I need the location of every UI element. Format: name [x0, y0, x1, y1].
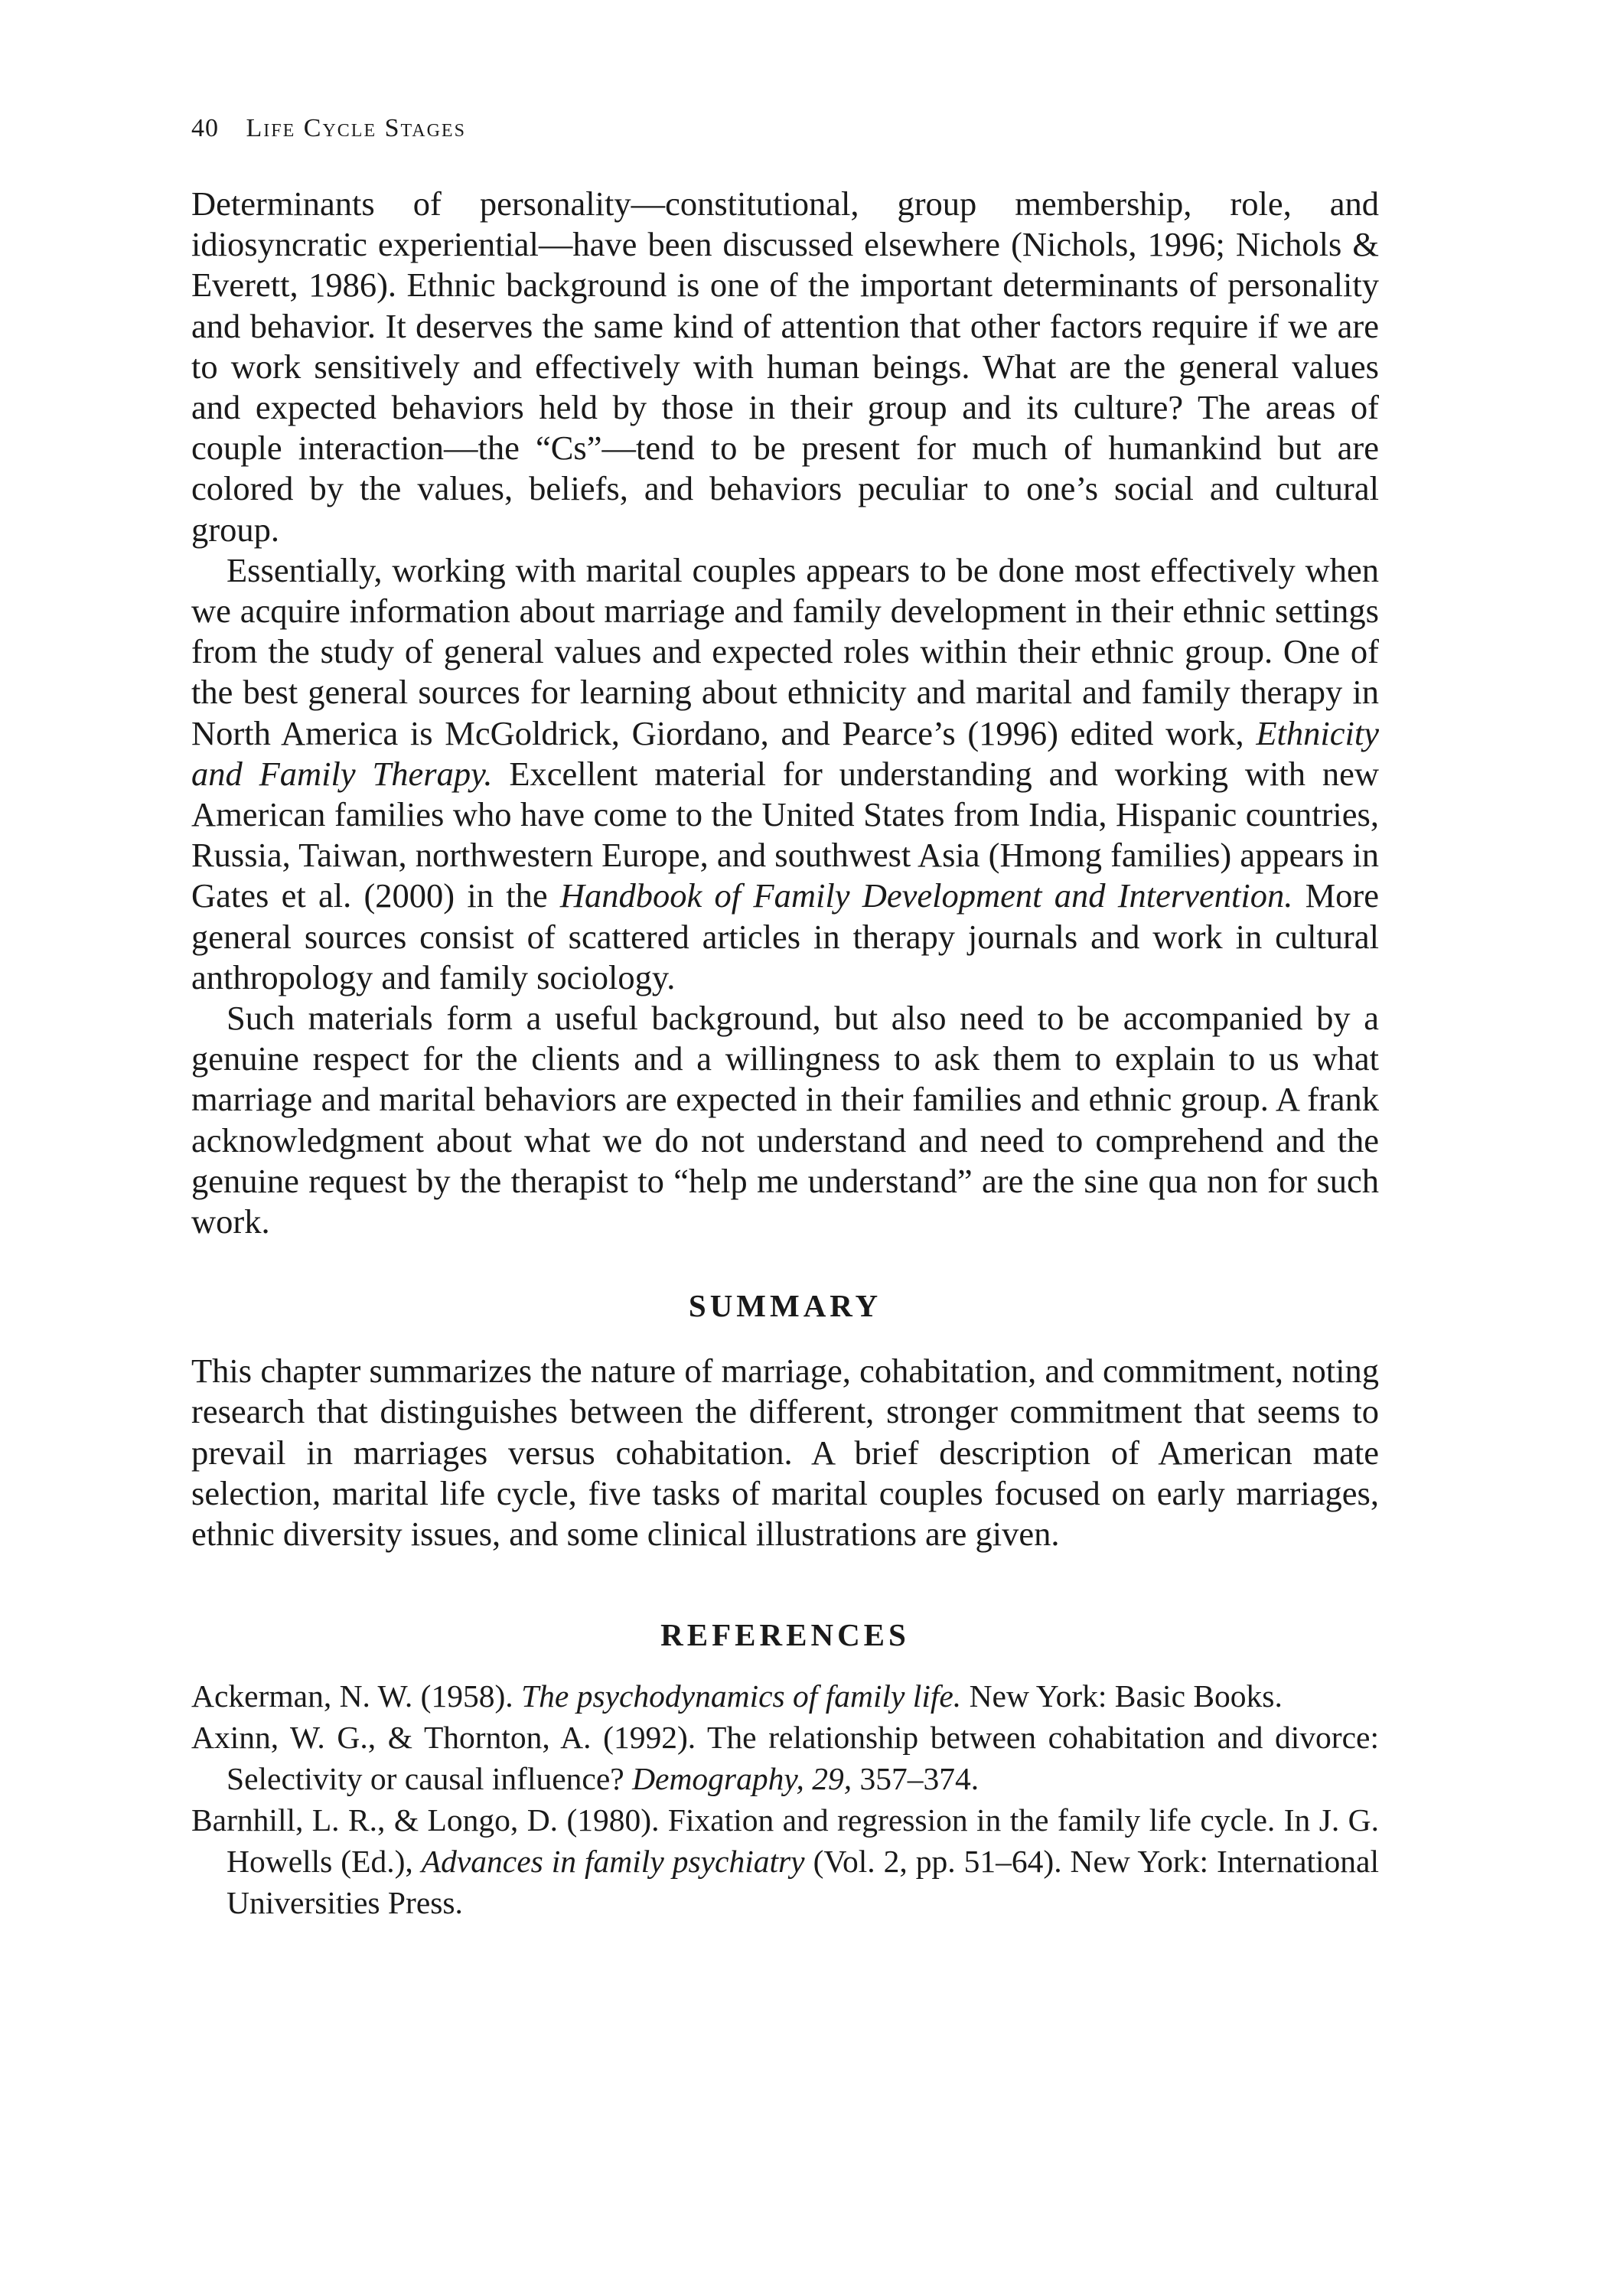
reference-text: Ackerman, N. W. (1958).	[191, 1678, 522, 1714]
reference-entry	[191, 1799, 1379, 1923]
reference-text: Axinn, W. G., & Thornton, A. (1992). The relationship between cohabitation and divorce: Selectivity or causal influence?	[191, 1720, 1379, 1797]
body-paragraph	[191, 550, 1379, 998]
book-page	[191, 0, 1379, 2296]
references-heading: REFERENCES	[660, 1617, 910, 1653]
body-paragraph	[191, 184, 1379, 550]
page-number: 40	[191, 114, 219, 142]
paragraph-text: Such materials form a useful background, but also need to be accompanied by a genuine respect for the clients and a willingness to ask them to explain to us what marriage and marital behaviors are expected in their families and ethnic group. A frank acknowledgment about what we do not understand and need to comprehend and the genuine request by the therapist to “help me understand” are the sine qua non for such work.	[191, 999, 1379, 1241]
paragraph-text: Essentially, working with marital couples appears to be done most effectively when we acquire information about marriage and family development in their ethnic settings from the study of general values and expected roles within their ethnic group. One of the best general sources for learning about ethnicity and marital and family therapy in North America is McGoldrick, Giordano, and Pearce’s (1996) edited work,	[191, 550, 1379, 752]
reference-text: 357–374.	[852, 1761, 980, 1797]
paragraph-text: More general sources consist of scattered articles in therapy journals and work in cultural anthropology and family sociology.	[191, 876, 1379, 996]
summary-heading: SUMMARY	[688, 1288, 882, 1324]
paragraph-text: Determinants of personality—constitutional, group membership, role, and idiosyncratic experiential—have been discussed elsewhere (Nichols, 1996; Nichols & Everett, 1986). Ethnic background is one of the important determinants of personality and behavior. It deserves the same kind of attention that other factors require if we are to work sensitively and effectively with human beings. What are the general values and expected behaviors held by those in their group and its culture? The areas of couple interaction—the “Cs”—tend to be present for much of humankind but are colored by the values, beliefs, and behaviors peculiar to one’s social and cultural group.	[191, 184, 1379, 549]
book-title: Handbook of Family Development and Intervention.	[559, 876, 1293, 915]
summary-paragraph	[191, 1351, 1379, 1554]
reference-title: Demography, 29,	[632, 1761, 852, 1797]
reference-entry	[191, 1717, 1379, 1799]
body-text	[191, 184, 1379, 1923]
reference-title: The psychodynamics of family life.	[521, 1678, 962, 1714]
reference-list	[191, 1675, 1379, 1923]
reference-text: Barnhill, L. R., & Longo, D. (1980). Fixation and regression in the family life cycle. In J. G. Howells (Ed.),	[191, 1802, 1379, 1880]
paragraph-text: Excellent material for understanding and working with new American families who have come to the United States from India, Hispanic countries, Russia, Taiwan, northwestern Europe, and southwest Asia (Hmong families) appears in Gates et al. (2000) in the	[191, 754, 1380, 915]
reference-text: (Vol. 2, pp. 51–64). New York: International Universities Press.	[227, 1844, 1380, 1921]
reference-text: New York: Basic Books.	[961, 1678, 1283, 1714]
reference-entry	[191, 1675, 1379, 1717]
reference-title: Advances in family psychiatry	[421, 1844, 805, 1880]
body-paragraph	[191, 998, 1379, 1242]
running-head-title: Life Cycle Stages	[246, 114, 466, 142]
running-head	[191, 113, 466, 144]
paragraph-text: This chapter summarizes the nature of marriage, cohabitation, and commitment, noting research that distinguishes between the different, stronger commitment that seems to prevail in marriages versus cohabitation. A brief description of American mate selection, marital life cycle, five tasks of marital couples focused on early marriages, ethnic diversity issues, and some clinical illustrations are given.	[191, 1352, 1379, 1554]
book-title: Ethnicity and Family Therapy.	[191, 713, 1379, 793]
